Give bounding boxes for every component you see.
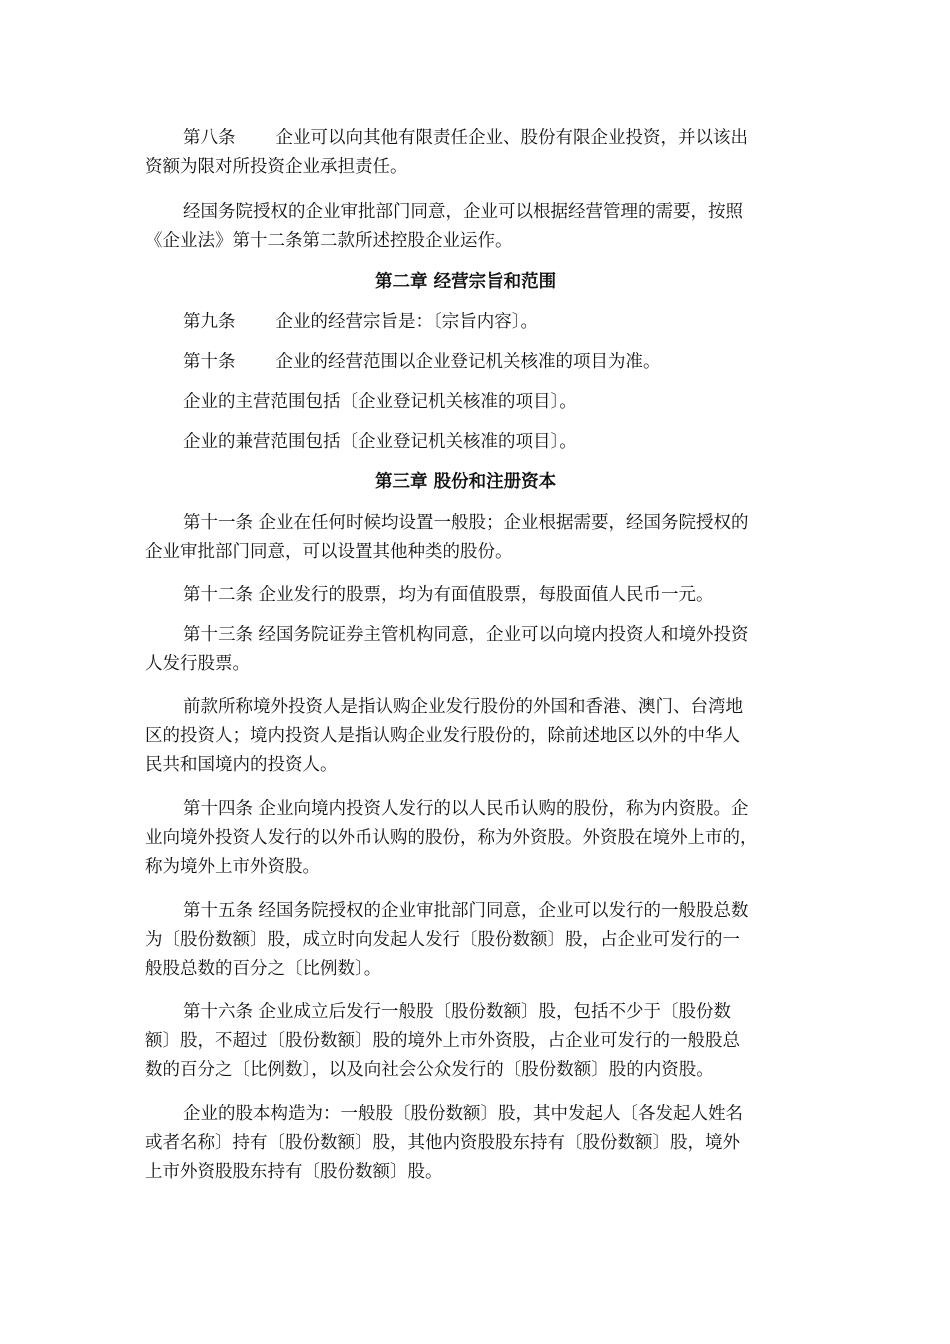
- paragraph-10b: 企业的主营范围包括〔企业登记机关核准的项目〕。: [183, 392, 577, 412]
- article-9-text: 企业的经营宗旨是：〔宗旨内容〕。: [275, 312, 538, 332]
- paragraph-8b-line-2: 《企业法》第十二条第二款所述控股企业运作。: [145, 231, 513, 251]
- paragraph-13b-line-3: 民共和国境内的投资人。: [145, 755, 338, 775]
- article-15-line-2: 为〔股份数额〕股，成立时向发起人发行〔股份数额〕股，占企业可发行的一: [145, 930, 740, 950]
- article-16-line-3: 数的百分之〔比例数〕，以及向社会公众发行的〔股份数额〕股的内资股。: [145, 1060, 714, 1080]
- article-9-line: [183, 310, 538, 334]
- article-11-line-2: 企业审批部门同意，可以设置其他种类的股份。: [145, 542, 513, 562]
- article-8-line-2: 资额为限对所投资企业承担责任。: [145, 157, 408, 177]
- article-15-line-3: 般股总数的百分之〔比例数〕。: [145, 959, 382, 979]
- chapter-3-heading: 第三章 股份和注册资本: [375, 472, 557, 492]
- article-16-line-2: 额〕股，不超过〔股份数额〕股的境外上市外资股，占企业可发行的一般股总: [145, 1031, 740, 1051]
- paragraph-16b-line-3: 上市外资股股东持有〔股份数额〕股。: [145, 1162, 443, 1182]
- article-13-line-2: 人发行股票。: [145, 654, 250, 674]
- paragraph-13b-line-2: 区的投资人；境内投资人是指认购企业发行股份的，除前述地区以外的中华人: [145, 726, 740, 746]
- article-9-number: 第九条: [183, 312, 236, 332]
- article-11-line-1: 第十一条 企业在任何时候均设置一般股；企业根据需要，经国务院授权的: [183, 513, 749, 533]
- article-14-line-3: 称为境外上市外资股。: [145, 857, 320, 877]
- article-10-number: 第十条: [183, 352, 236, 372]
- article-14-line-1: 第十四条 企业向境内投资人发行的以人民币认购的股份，称为内资股。企: [183, 799, 749, 819]
- paragraph-10c: 企业的兼营范围包括〔企业登记机关核准的项目〕。: [183, 432, 577, 452]
- article-14-line-2: 业向境外投资人发行的以外币认购的股份，称为外资股。外资股在境外上市的，: [145, 828, 758, 848]
- article-16-line-1: 第十六条 企业成立后发行一般股〔股份数额〕股，包括不少于〔股份数: [183, 1002, 732, 1022]
- paragraph-8b-line-1: 经国务院授权的企业审批部门同意，企业可以根据经营管理的需要，按照: [183, 202, 743, 222]
- paragraph-16b-line-1: 企业的股本构造为：一般股〔股份数额〕股，其中发起人〔各发起人姓名: [183, 1104, 743, 1124]
- article-8-line-1: [183, 126, 748, 150]
- article-13-line-1: 第十三条 经国务院证券主管机构同意，企业可以向境内投资人和境外投资: [183, 625, 749, 645]
- article-10-line: [183, 350, 661, 374]
- article-8-text-1: 企业可以向其他有限责任企业、股份有限企业投资，并以该出: [275, 128, 748, 148]
- paragraph-13b-line-1: 前款所称境外投资人是指认购企业发行股份的外国和香港、澳门、台湾地: [183, 697, 743, 717]
- article-8-number: 第八条: [183, 128, 236, 148]
- article-12-line: 第十二条 企业发行的股票，均为有面值股票，每股面值人民币一元。: [183, 585, 714, 605]
- article-15-line-1: 第十五条 经国务院授权的企业审批部门同意，企业可以发行的一般股总数: [183, 901, 749, 921]
- article-10-text: 企业的经营范围以企业登记机关核准的项目为准。: [275, 352, 661, 372]
- paragraph-16b-line-2: 或者名称〕持有〔股份数额〕股，其他内资股股东持有〔股份数额〕股，境外: [145, 1133, 740, 1153]
- chapter-2-heading: 第二章 经营宗旨和范围: [375, 272, 557, 292]
